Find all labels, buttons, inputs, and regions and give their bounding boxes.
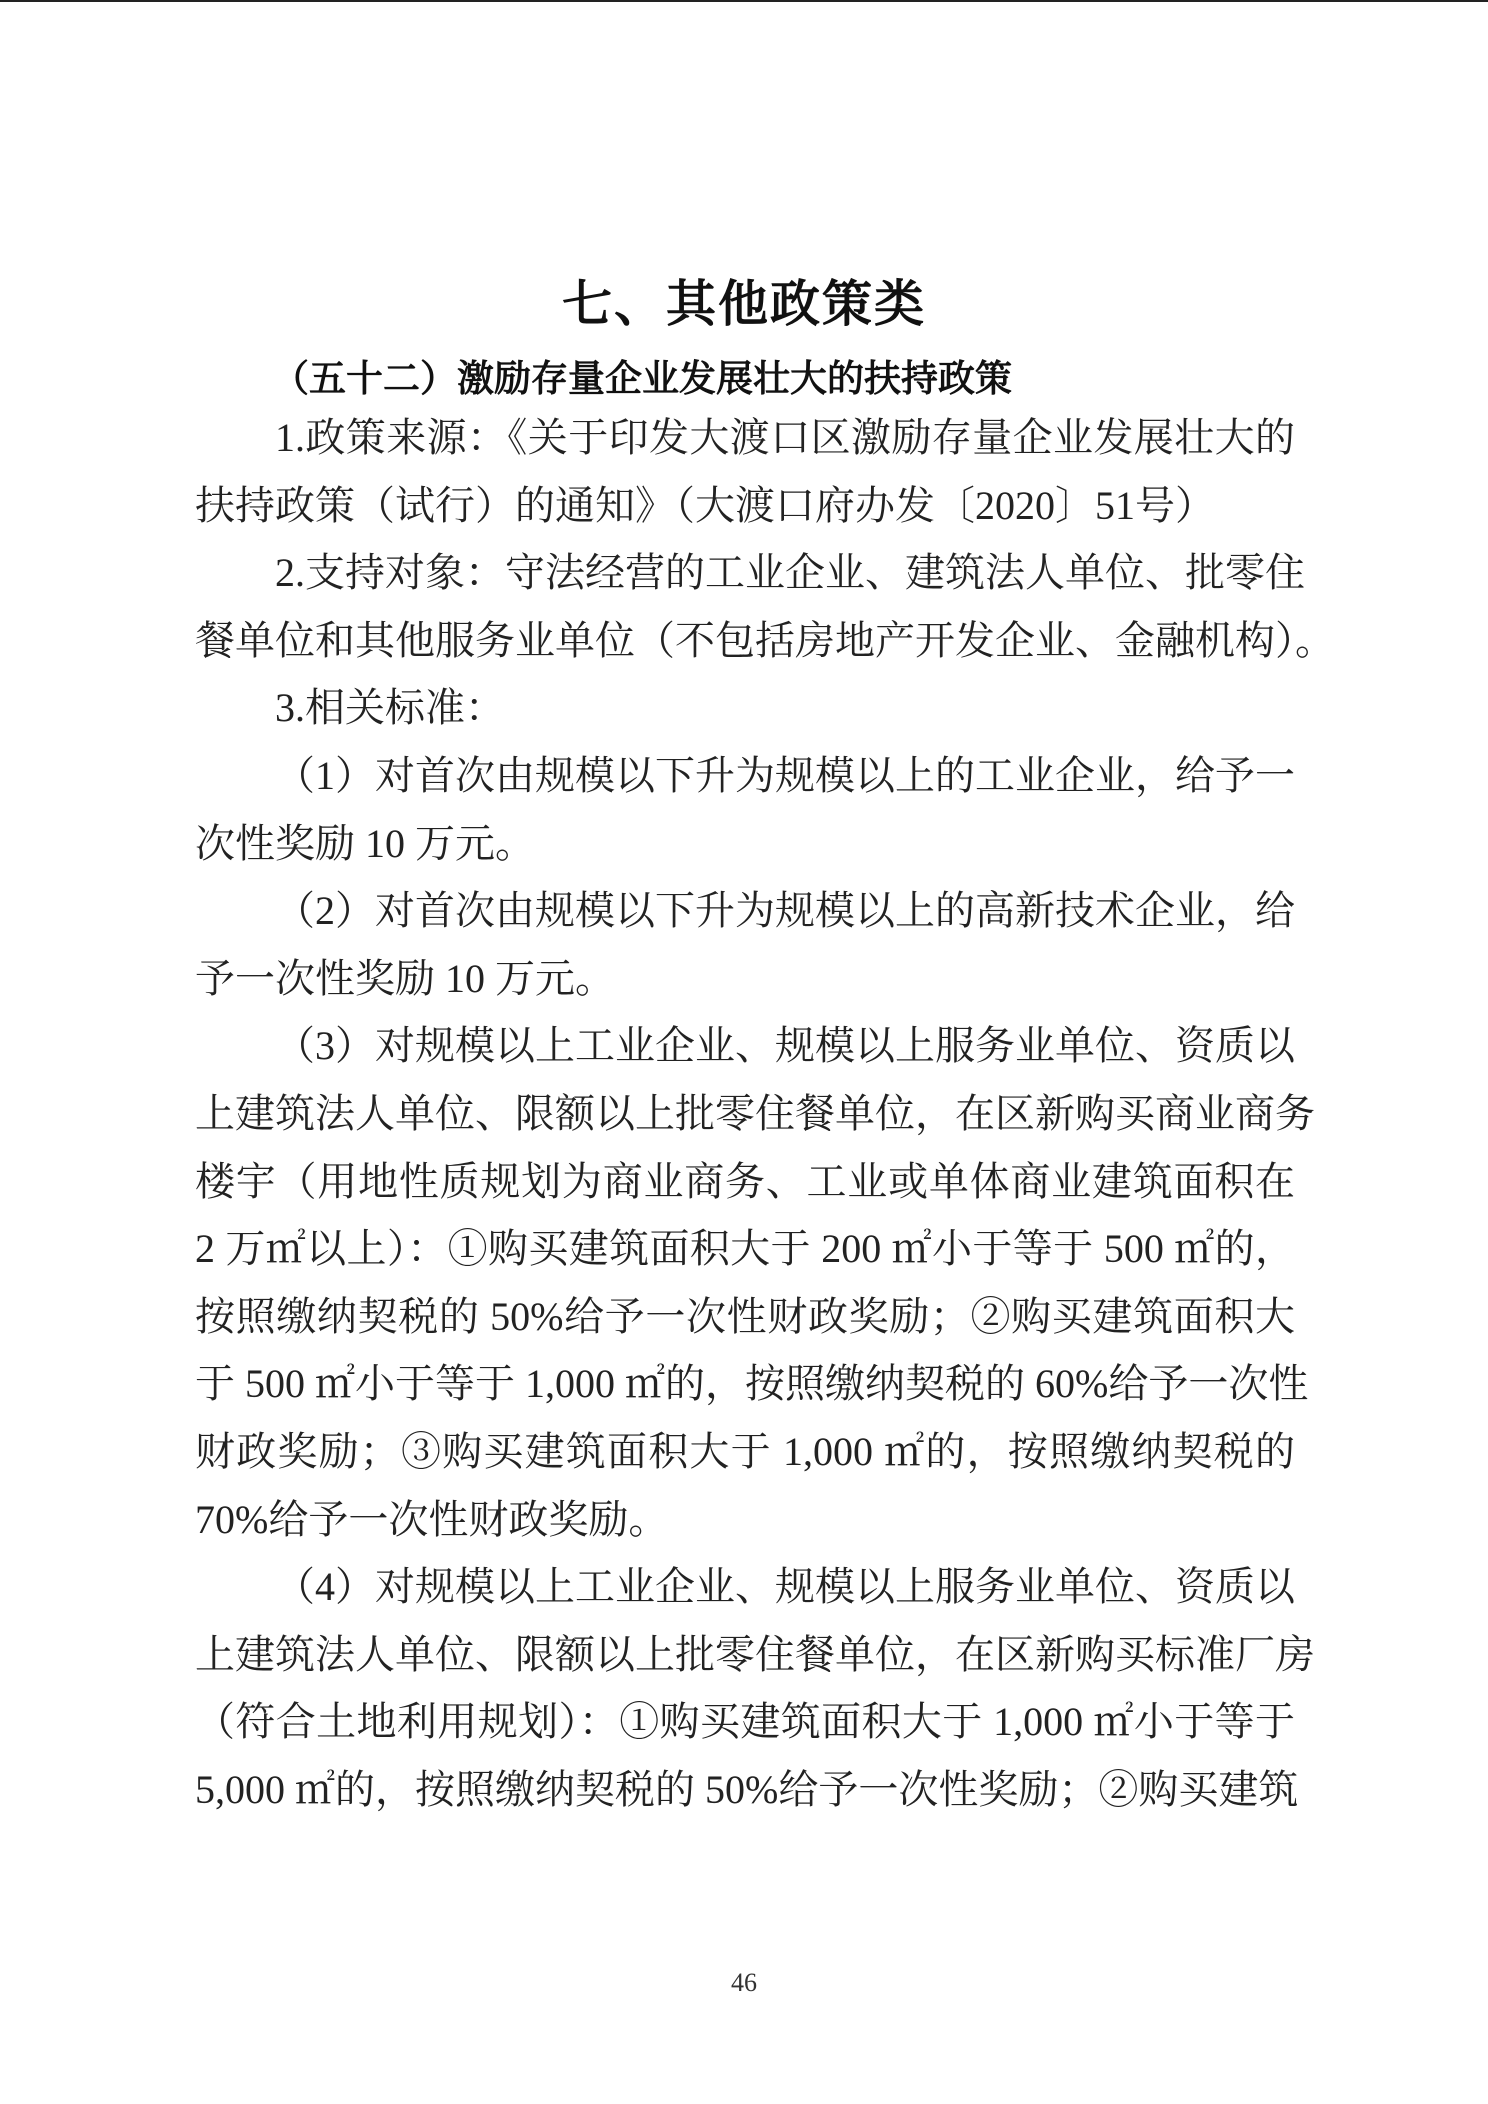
- text-line: （2）对首次由规模以下升为规模以上的高新技术企业，给: [275, 888, 1295, 934]
- text-line: 上建筑法人单位、限额以上批零住餐单位，在区新购买商业商务: [195, 1090, 1315, 1136]
- text-line: 于 500 ㎡小于等于 1,000 ㎡的，按照缴纳契税的 60%给予一次性: [195, 1361, 1309, 1407]
- text-line: 扶持政策（试行）的通知》（大渡口府办发〔2020〕51号）: [195, 482, 1215, 528]
- text-line: 1.政策来源：《关于印发大渡口区激励存量企业发展壮大的: [275, 415, 1295, 460]
- text-line: 5,000 ㎡的，按照缴纳契税的 50%给予一次性奖励；②购买建筑: [195, 1766, 1299, 1812]
- text-line: 2.支持对象：守法经营的工业企业、建筑法人单位、批零住: [275, 550, 1305, 596]
- text-line: （符合土地利用规划）：①购买建筑面积大于 1,000 ㎡小于等于: [195, 1699, 1295, 1745]
- text-line: 70%给予一次性财政奖励。: [195, 1496, 669, 1542]
- paragraph: [195, 742, 1295, 877]
- text-line: （4）对规模以上工业企业、规模以上服务业单位、资质以: [275, 1564, 1295, 1610]
- text-line: 财政奖励；③购买建筑面积大于 1,000 ㎡的，按照缴纳契税的: [195, 1428, 1295, 1474]
- text-line: 予一次性奖励 10 万元。: [195, 955, 615, 1001]
- text-line: 按照缴纳契税的 50%给予一次性财政奖励；②购买建筑面积大: [195, 1293, 1295, 1339]
- paragraph: [195, 1553, 1315, 1823]
- paragraph: [195, 404, 1295, 539]
- paragraph: [195, 877, 1295, 1012]
- section-title: 七、其他政策类: [562, 275, 926, 333]
- text-line: 次性奖励 10 万元。: [195, 820, 535, 866]
- paragraph: [195, 539, 1335, 674]
- paragraph: [195, 1012, 1315, 1553]
- text-line: 餐单位和其他服务业单位（不包括房地产开发企业、金融机构）。: [195, 617, 1335, 663]
- subsection-title: （五十二）激励存量企业发展壮大的扶持政策: [272, 357, 1012, 400]
- text-line: 2 万㎡以上）：①购买建筑面积大于 200 ㎡小于等于 500 ㎡的，: [195, 1226, 1295, 1272]
- text-line: （1）对首次由规模以下升为规模以上的工业企业，给予一: [275, 752, 1295, 798]
- text-line: （3）对规模以上工业企业、规模以上服务业单位、资质以: [275, 1023, 1295, 1069]
- text-line: 3.相关标准：: [275, 685, 505, 731]
- page-number: 46: [731, 1968, 757, 1997]
- paragraph: [195, 674, 1295, 742]
- document-body: [195, 404, 1335, 1823]
- text-line: 楼宇（用地性质规划为商业商务、工业或单体商业建筑面积在: [195, 1158, 1295, 1204]
- text-line: 上建筑法人单位、限额以上批零住餐单位，在区新购买标准厂房: [195, 1631, 1315, 1677]
